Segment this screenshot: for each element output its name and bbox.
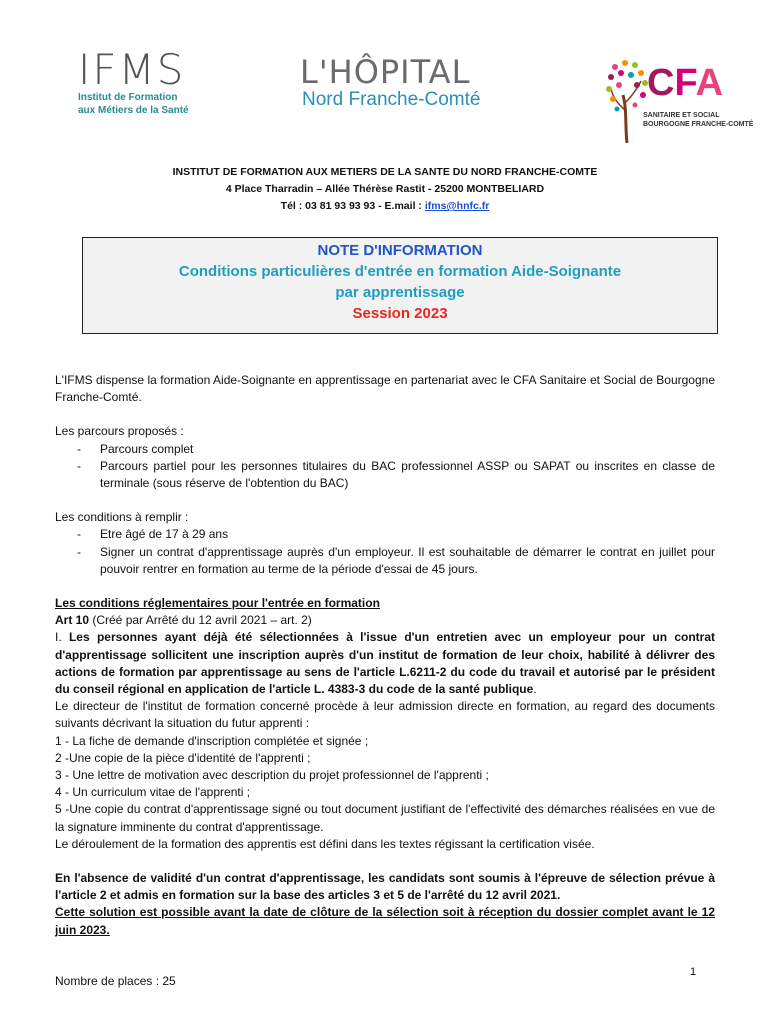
institute-contact xyxy=(0,198,770,215)
hopital-logo-title: L'HÔPITAL xyxy=(300,53,471,91)
institute-address: 4 Place Tharradin – Allée Thérèse Rastit - 25200 MONTBELIARD xyxy=(225,183,545,195)
doc-item-1: 1 - La fiche de demande d'inscription complétée et signée ; xyxy=(55,733,369,748)
list-item: - Parcours partiel pour les personnes titulaires du BAC professionnel ASSP ou SAPAT ou inscrites en classe de terminale (sous réserve de l'obtention du BAC) xyxy=(77,458,715,491)
institute-name: INSTITUT DE FORMATION AUX METIERS DE LA SANTE DU NORD FRANCHE-COMTE xyxy=(172,166,598,178)
intro-paragraph: L'IFMS dispense la formation Aide-Soignante en apprentissage en partenariat avec le CFA Sanitaire et Social de Bourgogne Franche-Comté. xyxy=(55,373,715,405)
doc-item-3: 3 - Une lettre de motivation avec description du projet professionnel de l'apprenti ; xyxy=(55,768,489,783)
reglementaires-heading: Les conditions réglementaires pour l'entrée en formation xyxy=(55,596,380,611)
places-count: Nombre de places : 25 xyxy=(55,973,176,988)
conditions-item-1: Etre âgé de 17 à 29 ans xyxy=(100,527,229,542)
institute-email-link[interactable]: ifms@hnfc.fr xyxy=(424,200,490,212)
note-session: Session 2023 xyxy=(352,305,448,322)
header-logos xyxy=(0,0,770,150)
cfa-letter-c: C xyxy=(647,62,675,104)
absence-paragraph: En l'absence de validité d'un contrat d'apprentissage, les candidats sont soumis à l'épreuve de sélection prévue à l'article 2 et admis en formation sur la base des articles 3 et 5 de l'arrêté du 12 avril 2021. xyxy=(55,871,715,903)
institute-phone: Tél : 03 81 93 93 93 - E.mail : xyxy=(280,200,425,212)
note-title-box xyxy=(82,237,718,334)
cfa-subtitle-line-2: BOURGOGNE FRANCHE-COMTÉ xyxy=(643,121,754,128)
conditions-item-2: Signer un contrat d'apprentissage auprès d'un employeur. Il est souhaitable de démarrer le contrat en juillet pour pouvoir rentrer en formation au terme de la période d'essai de 45 jours. xyxy=(100,544,715,576)
ifms-logo-subtitle-1: Institut de Formation xyxy=(78,92,178,103)
conditions-heading: Les conditions à remplir : xyxy=(55,510,189,525)
ifms-logo-subtitle-2: aux Métiers de la Santé xyxy=(78,105,189,116)
hopital-logo xyxy=(300,55,480,111)
page-number: 1 xyxy=(690,966,697,978)
article-reference xyxy=(55,612,715,629)
note-subtitle-line-2: par apprentissage xyxy=(335,284,465,301)
note-title: NOTE D'INFORMATION xyxy=(317,242,483,259)
ifms-logo xyxy=(78,45,189,116)
doc-item-5: 5 -Une copie du contrat d'apprentissage signé ou tout document justifiant de l'effectivité des démarches réalisées en vue de la signature imminente du contrat d'apprentissage. xyxy=(55,802,715,834)
ifms-logo-mark: IFMS xyxy=(78,45,186,94)
list-item: - Signer un contrat d'apprentissage auprès d'un employeur. Il est souhaitable de démarrer le contrat en juillet pour pouvoir rentrer en formation au terme de la période d'essai de 45 jours. xyxy=(77,544,715,576)
article-paragraph-1: I. Les personnes ayant déjà été sélectionnées à l'issue d'un entretien avec un employeur pour un contrat d'apprentissage sollicitent une inscription auprès d'un institut de formation de leur choix, habilité à délivrer des actions de formation par apprentissage au sens de l'article L.6211-2 du code du travail et autorisé par le président du conseil régional en application de l'article L. 4383-3 du code de la santé publique. xyxy=(55,630,715,697)
hopital-logo-subtitle: Nord Franche-Comté xyxy=(302,89,481,110)
cfa-logo-word xyxy=(647,63,723,103)
article-paragraph-1-bold: Les personnes ayant déjà été sélectionnées à l'issue d'un entretien avec un employeur pour un contrat d'apprentissage sollicitent une inscription auprès d'un institut de formation de leur choix, habilité à délivrer des actions de formation par apprentissage au sens de l'article L.6211-2 du code du travail et autorisé par le président du conseil régional en application de l'article L. 4383-3 du code de la santé publique xyxy=(55,630,715,697)
list-item: - Parcours complet xyxy=(77,441,194,456)
doc-item-4: 4 - Un curriculum vitae de l'apprenti ; xyxy=(55,785,251,800)
parcours-item-2: Parcours partiel pour les personnes titulaires du BAC professionnel ASSP ou SAPAT ou inscrites en classe de terminale (sous réserve de l'obtention du BAC) xyxy=(100,458,715,491)
note-subtitle-line-1: Conditions particulières d'entrée en formation Aide-Soignante xyxy=(178,263,622,280)
cfa-tree-icon xyxy=(605,55,653,145)
cfa-logo-subtitle xyxy=(643,111,753,129)
parcours-item-1: Parcours complet xyxy=(100,441,194,456)
doc-item-2: 2 -Une copie de la pièce d'identité de l'apprenti ; xyxy=(55,750,311,765)
cfa-letter-a: A xyxy=(695,62,724,104)
parcours-heading: Les parcours proposés : xyxy=(55,424,184,439)
article-ref-text: (Créé par Arrêté du 12 avril 2021 – art. 2) xyxy=(89,613,312,628)
article-paragraph-3: Le déroulement de la formation des apprentis est défini dans les textes régissant la certification visée. xyxy=(55,836,595,851)
cfa-subtitle-line-1: SANITAIRE ET SOCIAL xyxy=(643,112,720,119)
cfa-letter-f: F xyxy=(674,62,696,104)
article-label: Art 10 xyxy=(55,613,90,628)
cfa-logo xyxy=(605,55,755,145)
document-body xyxy=(55,372,715,990)
institute-header xyxy=(0,164,770,215)
list-item: - Etre âgé de 17 à 29 ans xyxy=(77,527,229,542)
article-paragraph-2: Le directeur de l'institut de formation concerné procède à leur admission directe en formation, au regard des documents suivants décrivant la situation du futur apprenti : xyxy=(55,699,715,731)
deadline-paragraph: Cette solution est possible avant la date de clôture de la sélection soit à réception du dossier complet avant le 12 juin 2023. xyxy=(55,905,715,937)
